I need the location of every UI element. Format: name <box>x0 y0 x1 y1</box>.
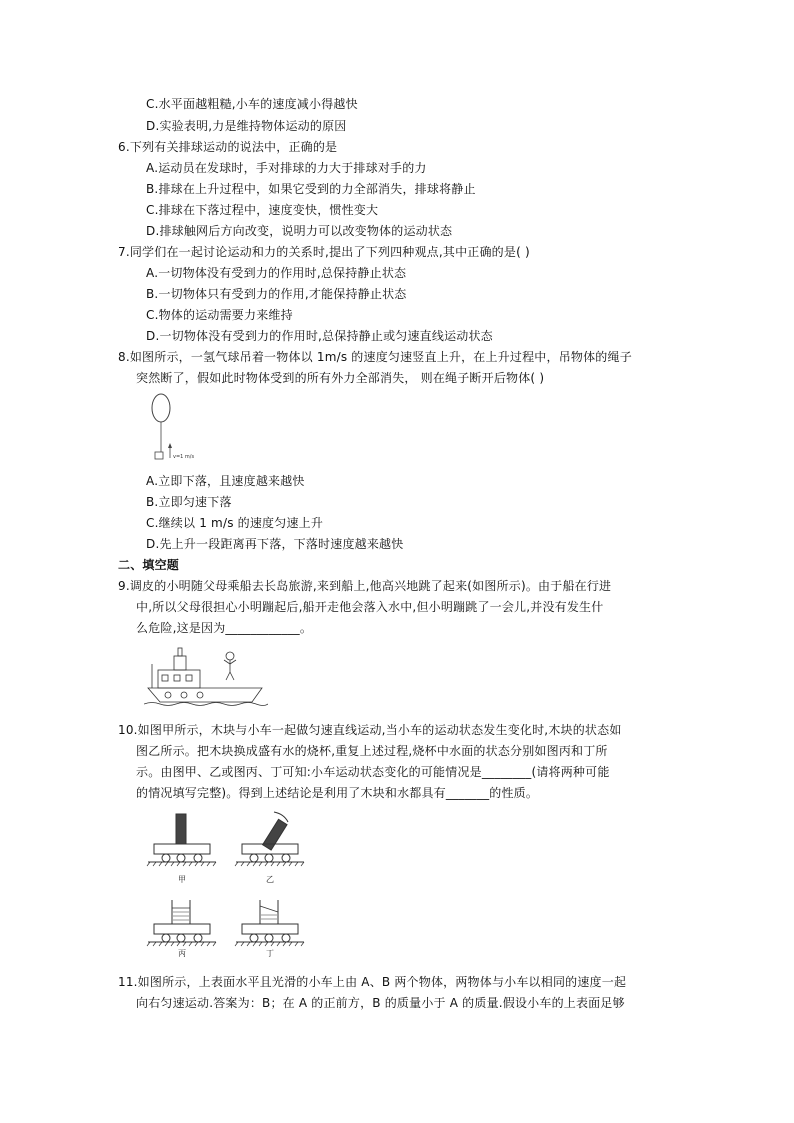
q10-line1: 10.如图甲所示，木块与小车一起做匀速直线运动,当小车的运动状态发生变化时,木块的状态如 <box>118 723 622 737</box>
hanging-object <box>155 452 163 459</box>
cart-wheel <box>177 854 185 862</box>
cabin-window <box>186 675 192 681</box>
water-surface-tilted <box>260 906 278 912</box>
q8-stem-line1: 8.如图所示，一氢气球吊着一物体以 1m/s 的速度匀速竖直上升，在上升过程中，吊物体的绳子 <box>118 350 632 364</box>
boat-porthole <box>197 692 203 698</box>
cart-wheel <box>265 854 273 862</box>
boat-cabin <box>158 670 200 688</box>
cart-figures <box>146 808 316 958</box>
q5-option-c: C.水平面越粗糙,小车的速度减小得越快 <box>146 97 358 111</box>
cart-wheel <box>282 854 290 862</box>
cart-wheel <box>265 934 273 942</box>
label-bing: 丙 <box>178 949 186 958</box>
ground-hatch <box>235 862 304 866</box>
boy-arm <box>230 660 236 664</box>
q7-option-a: A.一切物体没有受到力的作用时,总保持静止状态 <box>146 266 407 280</box>
q8-option-c: C.继续以 1 m/s 的速度匀速上升 <box>146 516 324 530</box>
velocity-label: v=1 m/s <box>173 454 195 460</box>
cart-body <box>154 844 210 854</box>
q9-line1: 9.调皮的小明随父母乘船去长岛旅游,来到船上,他高兴地跳了起来(如图所示)。由于船在行进 <box>118 579 612 593</box>
cart-wheel <box>162 934 170 942</box>
cart-wheel <box>250 934 258 942</box>
q6-option-c: C.排球在下落过程中，速度变快，惯性变大 <box>146 203 379 217</box>
cart-ding <box>235 900 304 946</box>
cart-wheel <box>177 934 185 942</box>
q7-option-b: B.一切物体只有受到力的作用,才能保持静止状态 <box>146 287 407 301</box>
q6-stem: 6.下列有关排球运动的说法中，正确的是 <box>118 140 338 154</box>
water-fill <box>261 915 277 919</box>
q8-option-d: D.先上升一段距离再下落，下落时速度越来越快 <box>146 537 404 551</box>
q8-option-b: B.立即匀速下落 <box>146 495 232 509</box>
boy-leg <box>230 672 234 680</box>
balloon-figure <box>150 392 210 462</box>
q7-stem: 7.同学们在一起讨论运动和力的关系时,提出了下列四种观点,其中正确的是( ) <box>118 245 530 259</box>
q9-line3: 么危险,这是因为____________。 <box>136 621 313 635</box>
cart-wheel <box>282 934 290 942</box>
q11-line1: 11.如图所示，上表面水平且光滑的小车上由 A、B 两个物体，两物体与小车以相同的速度一起 <box>118 975 627 989</box>
cart-wheel <box>194 934 202 942</box>
q7-option-d: D.一切物体没有受到力的作用时,总保持静止或匀速直线运动状态 <box>146 329 493 343</box>
water-waves <box>144 703 268 706</box>
ground-hatch <box>147 862 216 866</box>
boat-chimney <box>178 648 182 656</box>
boat-bridge <box>174 656 186 670</box>
velocity-arrow-head <box>168 443 172 448</box>
cart-bing <box>147 900 216 946</box>
q8-option-a: A.立即下落，且速度越来越快 <box>146 474 305 488</box>
boy-leg <box>226 672 230 680</box>
balloon-shape <box>152 394 170 422</box>
q6-option-d: D.排球触网后方向改变，说明力可以改变物体的运动状态 <box>146 224 453 238</box>
section-title-fill-blank: 二、填空题 <box>118 558 180 572</box>
label-ding: 丁 <box>266 949 274 958</box>
upright-block <box>176 814 186 844</box>
cart-body <box>242 924 298 934</box>
boy-head <box>226 652 234 660</box>
boat-figure <box>144 644 268 708</box>
q5-option-d: D.实验表明,力是维持物体运动的原因 <box>146 119 347 133</box>
water-fill <box>173 912 189 920</box>
cart-yi <box>235 812 304 866</box>
cart-wheel <box>194 854 202 862</box>
cart-jia <box>147 814 216 866</box>
cabin-window <box>174 675 180 681</box>
label-jia: 甲 <box>178 875 186 884</box>
ground-hatch <box>235 942 304 946</box>
q6-option-b: B.排球在上升过程中，如果它受到的力全部消失，排球将静止 <box>146 182 476 196</box>
label-yi: 乙 <box>266 875 274 884</box>
cart-body <box>154 924 210 934</box>
q10-line2: 图乙所示。把木块换成盛有水的烧杯,重复上述过程,烧杯中水面的状态分别如图丙和丁所 <box>136 744 608 758</box>
q10-line4: 的情况填写完整)。得到上述结论是利用了木块和水都具有_______的性质。 <box>136 786 539 800</box>
cart-wheel <box>250 854 258 862</box>
q9-line2: 中,所以父母很担心小明蹦起后,船开走他会落入水中,但小明蹦跳了一会儿,并没有发生什 <box>136 600 604 614</box>
q6-option-a: A.运动员在发球时，手对排球的力大于排球对手的力 <box>146 161 427 175</box>
tilted-block <box>263 819 287 850</box>
q8-stem-line2: 突然断了，假如此时物体受到的所有外力全部消失， 则在绳子断开后物体( ) <box>136 371 545 385</box>
ground-hatch <box>147 942 216 946</box>
cart-wheel <box>162 854 170 862</box>
q11-line2: 向右匀速运动.答案为：B；在 A 的正前方，B 的质量小于 A 的质量.假设小车的上表面足够 <box>136 996 625 1010</box>
beaker <box>260 900 278 924</box>
q10-line3: 示。由图甲、乙或图丙、丁可知:小车运动状态变化的可能情况是________(请将两种可能 <box>136 765 610 779</box>
boy-arm <box>224 660 230 664</box>
q7-option-c: C.物体的运动需要力来维持 <box>146 308 293 322</box>
cabin-window <box>162 675 168 681</box>
boat-porthole <box>181 692 187 698</box>
boat-porthole <box>165 692 171 698</box>
